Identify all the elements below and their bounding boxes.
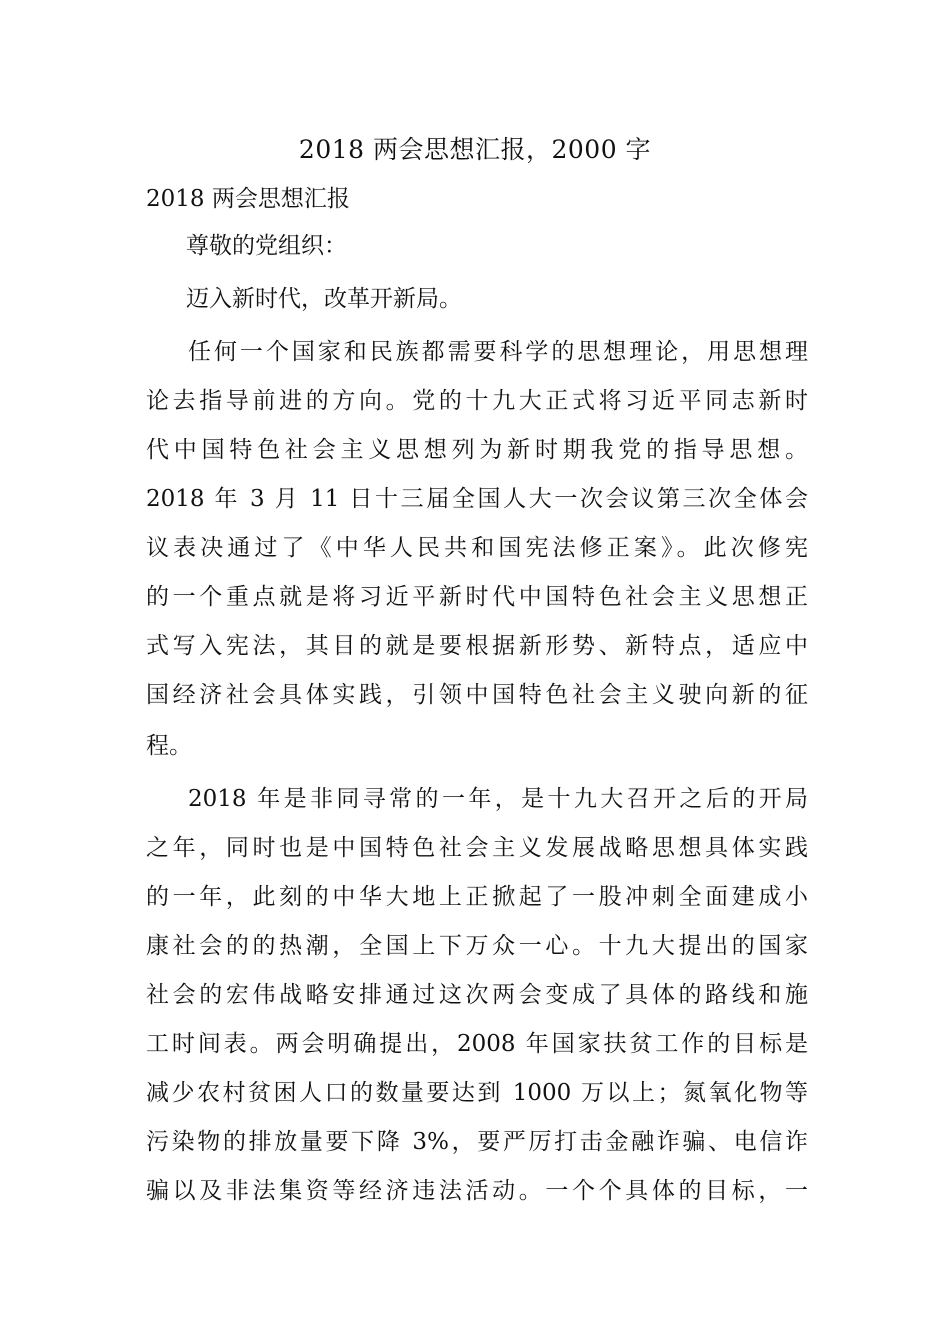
paragraph-line: 2018 年是非同寻常的一年，是十九大召开之后的开局 [188, 786, 808, 812]
paragraph-line: 之年，同时也是中国特色社会主义发展战略思想具体实践 [146, 835, 808, 861]
paragraph-line: 康社会的的热潮，全国上下万众一心。十九大提出的国家 [146, 933, 808, 959]
paragraph-line: 迈入新时代，改革开新局。 [186, 286, 462, 312]
paragraph-line: 任何一个国家和民族都需要科学的思想理论，用思想理 [188, 339, 808, 365]
paragraph-line: 代中国特色社会主义思想列为新时期我党的指导思想。 [146, 437, 808, 463]
paragraph-line: 2018 年 3 月 11 日十三届全国人大一次会议第三次全体会 [146, 486, 808, 512]
paragraph-line: 论去指导前进的方向。党的十九大正式将习近平同志新时 [146, 388, 808, 414]
paragraph-line: 减少农村贫困人口的数量要达到 1000 万以上；氮氧化物等 [146, 1080, 808, 1106]
paragraph-line: 议表决通过了《中华人民共和国宪法修正案》。此次修宪 [146, 535, 808, 561]
document-subtitle: 2018 两会思想汇报 [146, 186, 350, 212]
paragraph-line: 国经济社会具体实践，引领中国特色社会主义驶向新的征 [146, 682, 808, 708]
paragraph-line: 社会的宏伟战略安排通过这次两会变成了具体的路线和施 [146, 982, 808, 1008]
paragraph-line: 工时间表。两会明确提出，2008 年国家扶贫工作的目标是 [146, 1031, 808, 1057]
paragraph-line: 的一个重点就是将习近平新时代中国特色社会主义思想正 [146, 584, 808, 610]
paragraph-line: 污染物的排放量要下降 3%，要严厉打击金融诈骗、电信诈 [146, 1129, 808, 1155]
salutation: 尊敬的党组织： [186, 233, 347, 259]
paragraph-line: 式写入宪法，其目的就是要根据新形势、新特点，适应中 [146, 633, 808, 659]
paragraph-line: 的一年，此刻的中华大地上正掀起了一股冲刺全面建成小 [146, 884, 808, 910]
document-title: 2018 两会思想汇报，2000 字 [298, 135, 652, 164]
paragraph-line: 骗以及非法集资等经济违法活动。一个个具体的目标，一 [146, 1178, 808, 1204]
paragraph-line: 程。 [146, 733, 192, 759]
